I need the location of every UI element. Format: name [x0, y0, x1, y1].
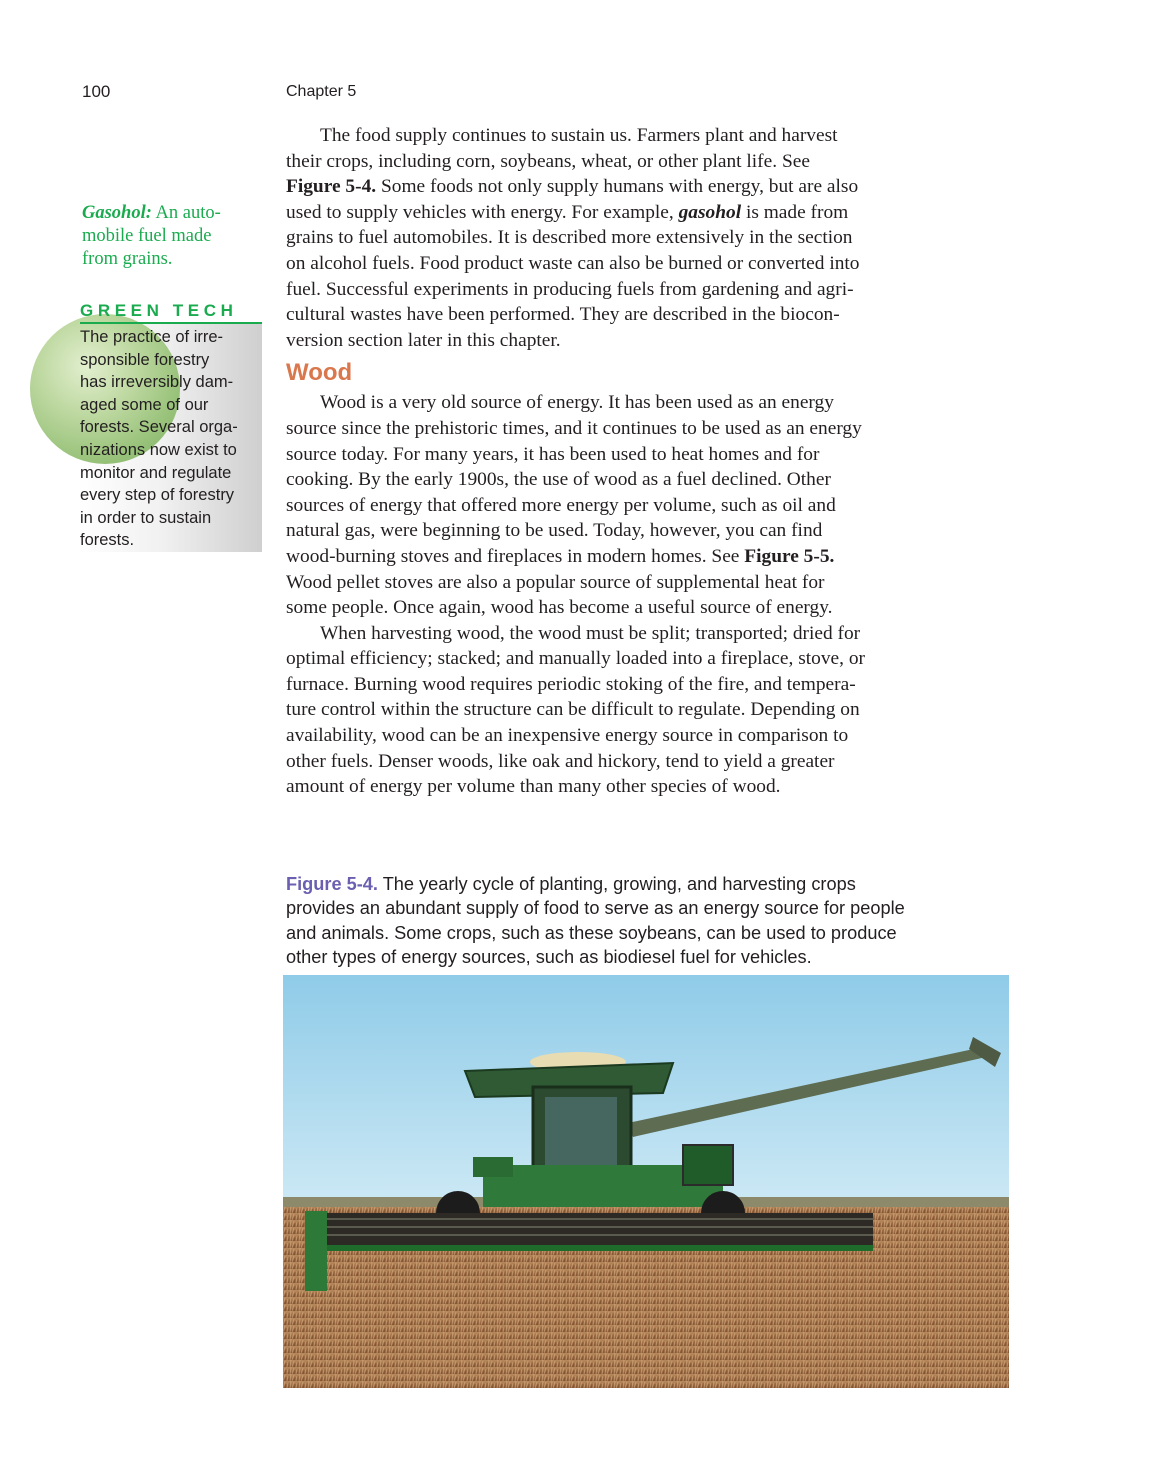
paragraph-wood-history	[286, 390, 1011, 620]
text-line: Wood is a very old source of energy. It has been used as an energy	[320, 392, 834, 414]
page-number: 100	[82, 82, 111, 101]
text-line: cooking. By the early 1900s, the use of wood as a fuel declined. Other	[286, 469, 831, 491]
text-line: natural gas, were beginning to be used. Today, however, you can find	[286, 520, 823, 542]
text-line: sources of energy that offered more energy per volume, such as oil and	[286, 494, 836, 516]
green-tech-text	[80, 326, 262, 552]
text-line: some people. Once again, wood has become a useful source of energy.	[286, 597, 833, 619]
definition-line: mobile fuel made	[82, 226, 212, 246]
text-line: other fuels. Denser woods, like oak and hickory, tend to yield a greater	[286, 750, 835, 772]
caption-text: and animals. Some crops, such as these soybeans, can be used to produce	[286, 922, 897, 943]
green-tech-line: forests.	[80, 531, 135, 550]
definition-line: from grains.	[82, 249, 173, 269]
body-text	[286, 123, 1011, 800]
figure-reference: Figure 5-5.	[744, 545, 835, 567]
text-line: When harvesting wood, the wood must be split; transported; dried for	[320, 622, 861, 644]
text-line: cultural wastes have been performed. They are described in the biocon-	[286, 304, 840, 326]
text-line: on alcohol fuels. Food product waste can also be burned or converted into	[286, 252, 860, 274]
chapter-header: Chapter 5	[286, 83, 357, 100]
green-tech-line: every step of forestry	[80, 486, 235, 505]
green-tech-line: nizations now exist to	[80, 440, 237, 459]
text-line: optimal efficiency; stacked; and manually loaded into a fireplace, stove, or	[286, 648, 865, 670]
grain-header	[323, 1213, 873, 1247]
text-line: used to supply vehicles with energy. For example, gasohol is made from	[286, 201, 849, 223]
harvester-illustration	[283, 975, 1009, 1388]
text-line: wood-burning stoves and fireplaces in modern homes. See Figure 5-5.	[286, 545, 835, 567]
text-line: Figure 5-4. Some foods not only supply humans with energy, but are also	[286, 176, 859, 198]
green-tech-line: monitor and regulate	[80, 463, 232, 482]
text-line: grains to fuel automobiles. It is described more extensively in the section	[286, 227, 853, 249]
green-tech-line: sponsible forestry	[80, 350, 210, 369]
text-line: furnace. Burning wood requires periodic stoking of the fire, and tempera-	[286, 673, 856, 695]
green-tech-line: in order to sustain	[80, 508, 212, 527]
combine-harvester-photo	[283, 975, 1009, 1388]
text-line: The food supply continues to sustain us. Farmers plant and harvest	[320, 125, 838, 146]
text-line: amount of energy per volume than many other species of wood.	[286, 776, 781, 798]
gasohol-term: gasohol	[678, 201, 742, 223]
green-tech-line: has irreversibly dam-	[80, 373, 234, 392]
section-heading-wood: Wood	[286, 359, 353, 387]
green-tech-title: GREEN TECH	[80, 300, 262, 324]
caption-text: provides an abundant supply of food to serve as an energy source for people	[286, 898, 905, 919]
text-line: source since the prehistoric times, and it continues to be used as an energy	[286, 417, 862, 439]
definition-term: Gasohol:	[82, 203, 152, 223]
paragraph-food-supply	[286, 123, 1011, 353]
text-line: Wood pellet stoves are also a popular source of supplemental heat for	[286, 571, 825, 593]
text-line: source today. For many years, it has been used to heat homes and for	[286, 443, 820, 465]
caption-text: other types of energy sources, such as biodiesel fuel for vehicles.	[286, 946, 812, 967]
paragraph-harvesting-wood	[286, 621, 1011, 800]
text-line: fuel. Successful experiments in producing fuels from gardening and agri-	[286, 278, 854, 300]
green-tech-line: aged some of our	[80, 395, 209, 414]
green-tech-line: forests. Several orga-	[80, 418, 238, 437]
text-line: ture control within the structure can be difficult to regulate. Depending on	[286, 699, 860, 721]
green-tech-sidebar	[30, 300, 262, 552]
text-line: version section later in this chapter.	[286, 329, 561, 351]
text-line: availability, wood can be an inexpensive energy source in comparison to	[286, 725, 849, 747]
definition-line: An auto-	[151, 203, 221, 223]
figure-caption	[286, 872, 1006, 969]
figure-reference: Figure 5-4.	[286, 176, 377, 198]
green-tech-line: The practice of irre-	[80, 328, 224, 346]
figure-label: Figure 5-4.	[286, 874, 378, 894]
margin-definition	[82, 202, 257, 271]
caption-text: The yearly cycle of planting, growing, and harvesting crops	[377, 874, 856, 894]
text-line: their crops, including corn, soybeans, wheat, or other plant life. See	[286, 150, 810, 172]
